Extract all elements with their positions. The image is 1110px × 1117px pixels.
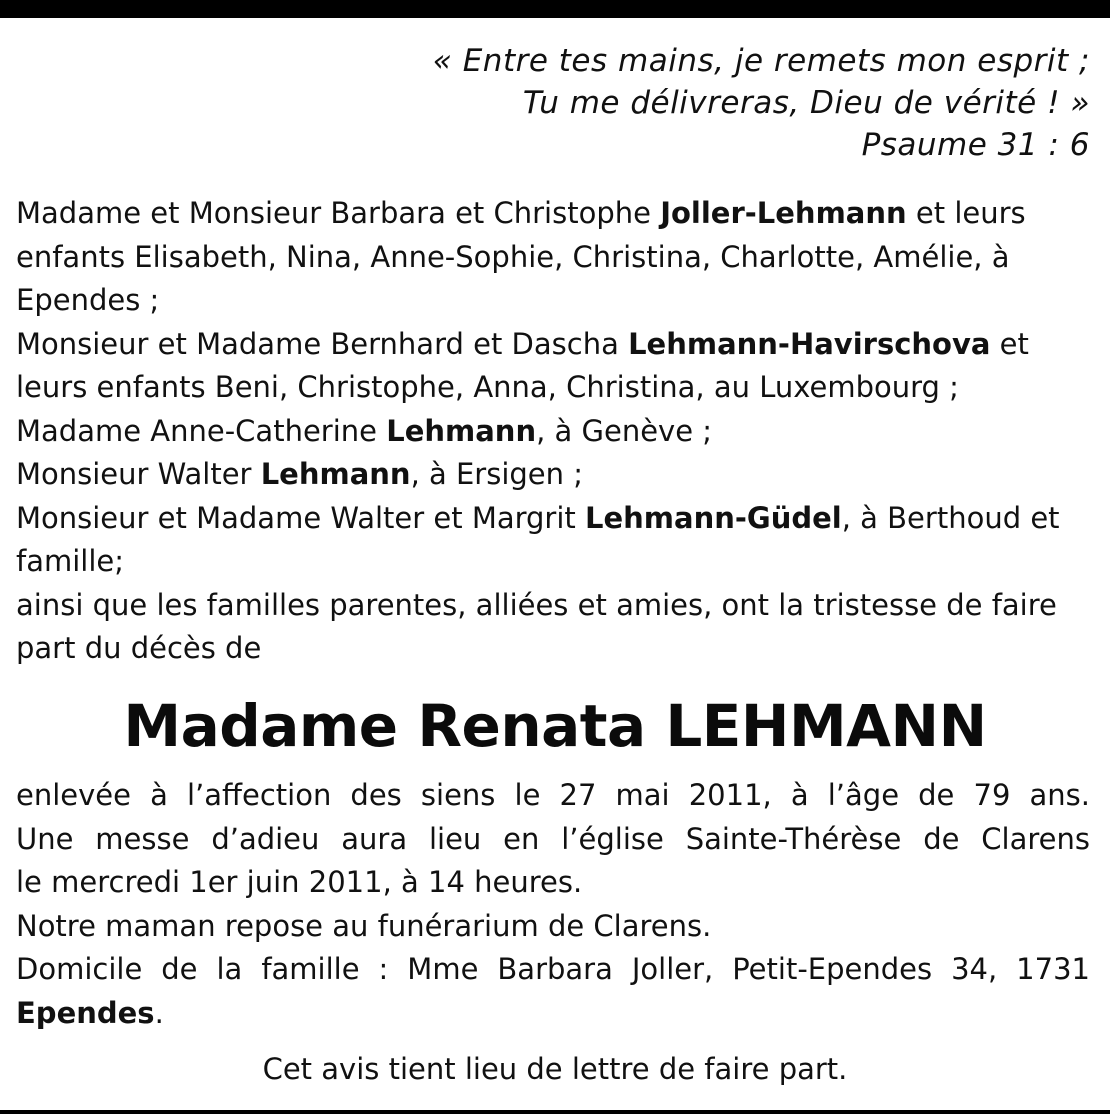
family-surname: Lehmann <box>260 457 411 491</box>
notice-text: Cet avis tient lieu de lettre de faire part. <box>262 1052 848 1086</box>
bottom-rule <box>0 1110 1110 1114</box>
details-line-4: Notre maman repose au funérarium de Clarens. <box>16 908 712 943</box>
family-entry-walter: Monsieur Walter Lehmann, à Ersigen ; <box>16 457 584 491</box>
quote-reference: Psaume 31 : 6 <box>861 127 1090 163</box>
deceased-name: Madame Renata LEHMANN <box>123 692 987 760</box>
town-name: Ependes <box>16 995 155 1030</box>
family-surname: Lehmann-Havirschova <box>628 326 991 361</box>
details-line-2: Une messe d’adieu aura lieu en l’église Sainte-Thérèse de Clarens <box>16 821 1090 856</box>
family-entry-gudel: Monsieur et Madame Walter et Margrit Lehmann-Güdel, à Berthoud et famille; <box>16 500 1060 578</box>
details-line-6: Ependes. <box>16 995 164 1030</box>
family-surname: Joller-Lehmann <box>660 196 907 230</box>
details-line-1: enlevée à l’affection des siens le 27 mai 2011, à l’âge de 79 ans. <box>16 778 1090 812</box>
family-entry-anne-catherine: Madame Anne-Catherine Lehmann, à Genève ; <box>16 413 713 448</box>
family-announcement <box>16 192 1094 671</box>
details-line-3: le mercredi 1er juin 2011, à 14 heures. <box>16 865 583 899</box>
family-surname: Lehmann-Güdel <box>585 500 842 535</box>
family-closing-line: ainsi que les familles parentes, alliées et amies, ont la tristesse de faire part du décès de <box>16 587 1057 665</box>
psalm-quote <box>190 40 1090 166</box>
details-line-5: Domicile de la famille : Mme Barbara Joller, Petit-Ependes 34, 1731 <box>16 952 1090 986</box>
family-entry-havirschova: Monsieur et Madame Bernhard et Dascha Lehmann-Havirschova et leurs enfants Beni, Christophe, Anna, Christina, au Luxembourg ; <box>16 326 1029 404</box>
family-surname: Lehmann <box>386 413 537 448</box>
quote-line-2: Tu me délivreras, Dieu de vérité ! » <box>522 85 1090 121</box>
quote-line-1: « Entre tes mains, je remets mon esprit ; <box>432 43 1090 79</box>
funeral-details <box>16 774 1090 1035</box>
top-rule <box>0 0 1110 18</box>
family-entry-joller: Madame et Monsieur Barbara et Christophe Joller-Lehmann et leurs enfants Elisabeth, Nina, Anne-Sophie, Christina, Charlotte, Amélie, à Ependes ; <box>16 196 1026 317</box>
